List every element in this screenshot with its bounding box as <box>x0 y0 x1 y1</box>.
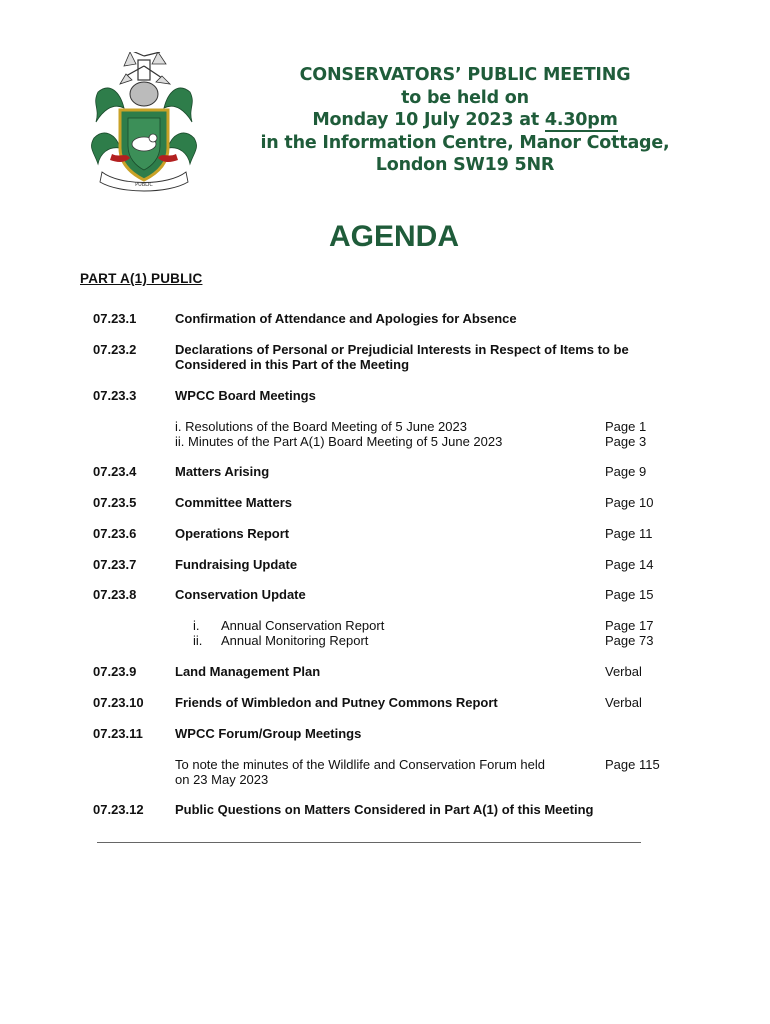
item-title: WPCC Forum/Group Meetings <box>175 726 362 741</box>
footer-divider <box>97 842 641 843</box>
meeting-date: Monday 10 July 2023 at <box>312 110 545 130</box>
item-number: 07.23.11 <box>93 726 143 741</box>
page-ref: Page 73 <box>605 633 654 648</box>
agenda-title: AGENDA <box>328 220 459 253</box>
item-number: 07.23.12 <box>93 802 144 817</box>
item-number: 07.23.10 <box>93 695 144 710</box>
item-number: 07.23.2 <box>93 342 137 357</box>
item-title: Committee Matters <box>175 495 293 510</box>
sub-item-label: Annual Monitoring Report <box>221 633 369 648</box>
item-number: 07.23.6 <box>93 526 137 541</box>
page-ref: Verbal <box>605 695 642 710</box>
sub-item-text: To note the minutes of the Wildlife and Conservation Forum held <box>175 757 545 772</box>
sub-item-roman: ii. <box>193 633 203 648</box>
sub-item-text: ii. Minutes of the Part A(1) Board Meeting of 5 June 2023 <box>175 434 503 449</box>
item-title: Operations Report <box>175 526 290 541</box>
sub-item-text <box>175 633 595 648</box>
meeting-title: CONSERVATORS’ PUBLIC MEETING <box>299 65 631 85</box>
item-title: Friends of Wimbledon and Putney Commons Report <box>175 695 498 710</box>
item-title: Fundraising Update <box>175 557 298 572</box>
item-number: 07.23.5 <box>93 495 137 510</box>
svg-text:PUBLIC: PUBLIC <box>135 182 153 188</box>
item-number: 07.23.1 <box>93 311 137 326</box>
page-ref: Page 14 <box>605 557 654 572</box>
meeting-date-line <box>255 109 675 132</box>
meeting-address: London SW19 5NR <box>375 155 555 175</box>
sub-item-text <box>175 618 595 633</box>
page-ref: Page 10 <box>605 495 654 510</box>
sub-item-label: Annual Conservation Report <box>221 618 385 633</box>
item-title: Conservation Update <box>175 587 306 602</box>
item-title: Land Management Plan <box>175 664 321 679</box>
sub-item-text: on 23 May 2023 <box>175 772 269 787</box>
item-title: Matters Arising <box>175 464 270 479</box>
item-title: WPCC Board Meetings <box>175 388 316 403</box>
page-ref: Page 115 <box>605 757 660 772</box>
item-title: Confirmation of Attendance and Apologies for Absence <box>175 311 517 326</box>
coat-of-arms-logo <box>90 52 198 194</box>
page-ref: Page 1 <box>605 419 647 434</box>
page-ref: Verbal <box>605 664 642 679</box>
page-ref: Page 15 <box>605 587 654 602</box>
item-title: Public Questions on Matters Considered in Part A(1) of this Meeting <box>175 802 594 817</box>
meeting-time: 4.30pm <box>544 110 618 130</box>
item-title-line: Declarations of Personal or Prejudicial Interests in Respect of Items to be <box>175 342 629 357</box>
meeting-subtitle: to be held on <box>401 87 529 108</box>
item-number: 07.23.4 <box>93 464 137 479</box>
item-number: 07.23.7 <box>93 557 137 572</box>
part-heading: PART A(1) PUBLIC <box>80 271 203 286</box>
item-number: 07.23.8 <box>93 587 137 602</box>
item-number: 07.23.9 <box>93 664 137 679</box>
page-ref: Page 17 <box>605 618 654 633</box>
meeting-header <box>255 64 675 177</box>
sub-item-text: i. Resolutions of the Board Meeting of 5 June 2023 <box>175 419 467 434</box>
meeting-venue: in the Information Centre, Manor Cottage, <box>260 132 670 153</box>
item-number: 07.23.3 <box>93 388 137 403</box>
page-ref: Page 11 <box>605 526 653 541</box>
page-ref: Page 3 <box>605 434 647 449</box>
sub-item-roman: i. <box>193 618 200 633</box>
item-title-line: Considered in this Part of the Meeting <box>175 357 410 372</box>
page-ref: Page 9 <box>605 464 647 479</box>
